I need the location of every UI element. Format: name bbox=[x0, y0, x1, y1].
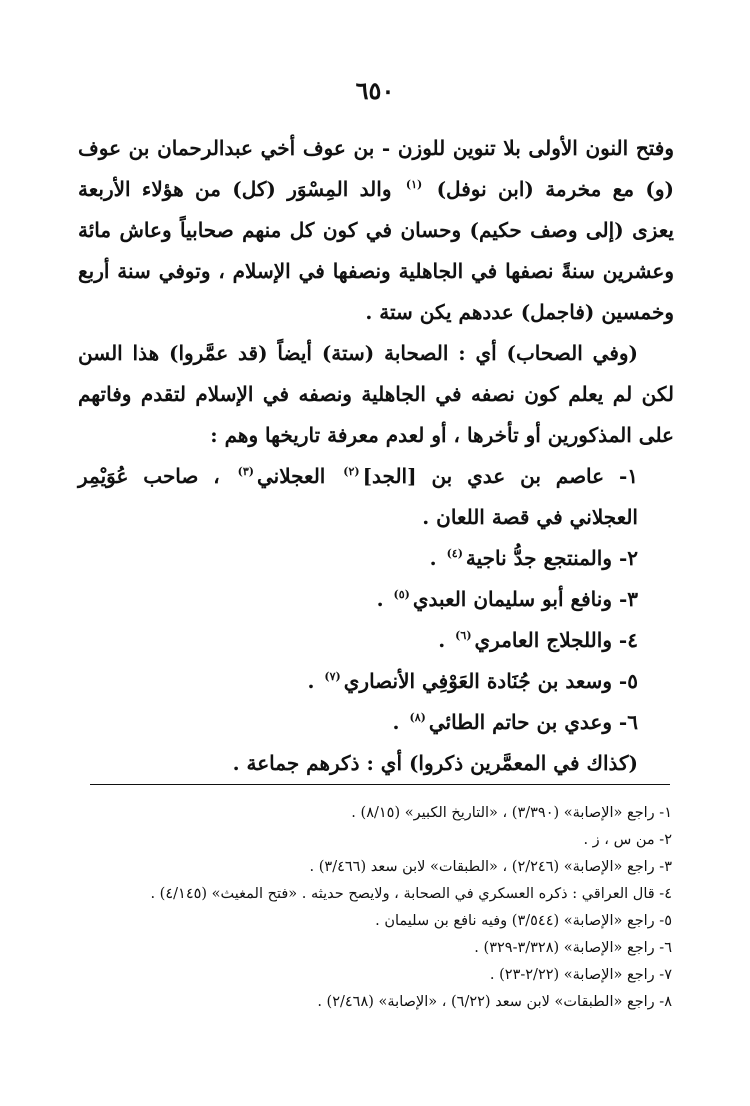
list-item-4 bbox=[78, 620, 674, 661]
footnote-3: ٣- راجع «الإصابة» (٢/٢٤٦) ، «الطبقات» لابن سعد (٣/٤٦٦) . bbox=[309, 859, 672, 875]
text-line: (فاجمل) عددهم يكن ستة . bbox=[365, 300, 595, 324]
list-item-2 bbox=[78, 538, 674, 579]
list-item-text: ٦- وعدي بن حاتم الطائي bbox=[428, 710, 638, 734]
footnote-2: ٢- من س ، ز . bbox=[583, 832, 672, 848]
list-item-text: ٢- والمنتجع جدُّ ناجية bbox=[465, 546, 638, 570]
paragraph-1 bbox=[78, 128, 674, 333]
footnote-divider bbox=[90, 784, 670, 785]
text-line: (و) مع مخرمة (ابن نوفل) bbox=[425, 177, 674, 201]
text-line: وفتح النون الأولى بلا تنوين للوزن - بن عوف أخي عبدالرحمان بن عوف bbox=[78, 136, 674, 160]
page-number: ٦٥٠ bbox=[355, 76, 395, 105]
list-item-text: ٣- ونافع أبو سليمان العبدي bbox=[412, 587, 638, 611]
list-item-6 bbox=[78, 702, 674, 743]
period: . bbox=[307, 669, 322, 693]
footnote-ref[interactable]: (٦) bbox=[455, 629, 472, 643]
footnote-ref[interactable]: (٣) bbox=[237, 465, 254, 479]
footnote-8: ٨- راجع «الطبقات» لابن سعد (٦/٢٢) ، «الإصابة» (٢/٤٦٨) . bbox=[317, 994, 672, 1010]
list-item-text: ٥- وسعد بن جُنَادة العَوْفِي الأنصاري bbox=[343, 669, 638, 693]
list-item-5 bbox=[78, 661, 674, 702]
list-item-text: ٤- واللجلاج العامري bbox=[474, 628, 638, 652]
text-line: سنةً نصفها في الجاهلية ونصفها في الإسلام ، وتوفي سنة أربع وخمسين bbox=[78, 259, 674, 324]
closing-line: (كذاك في المعمَّرين ذكروا) أي : ذكرهم جماعة . bbox=[232, 751, 638, 775]
footnote-ref[interactable]: (٧) bbox=[324, 670, 341, 684]
list-item-text: ١- عاصم بن عدي بن [الجد] bbox=[362, 464, 639, 488]
footnote-ref[interactable]: (٨) bbox=[409, 711, 426, 725]
footnote-ref[interactable]: (١) bbox=[405, 178, 423, 192]
list-item-1 bbox=[78, 456, 674, 538]
period: . bbox=[438, 628, 453, 652]
period: . bbox=[392, 710, 407, 734]
list-item-3 bbox=[78, 579, 674, 620]
text-line: والد المِسْوَر (كل) من هؤلاء الأربعة يعزى bbox=[78, 177, 674, 242]
period: . bbox=[429, 546, 444, 570]
paragraph-2: (وفي الصحاب) أي : الصحابة (ستة) أيضاً (قد عمَّروا) هذا السن لكن لم يعلم كون نصفه في الجاهلية ونصفه في الإسلام لتقدم وفاتهم على المذكورين أو تأخرها ، أو لعدم معرفة تاريخها وهم : bbox=[78, 341, 674, 447]
footnote-1: ١- راجع «الإصابة» (٣/٣٩٠) ، «التاريخ الكبير» (٨/١٥) . bbox=[351, 805, 672, 821]
footnote-ref[interactable]: (٢) bbox=[343, 465, 360, 479]
footnote-ref[interactable]: (٥) bbox=[393, 588, 410, 602]
footnote-5: ٥- راجع «الإصابة» (٣/٥٤٤) وفيه نافع بن سليمان . bbox=[375, 913, 672, 929]
list-item-text: العجلاني bbox=[256, 464, 341, 488]
period: . bbox=[376, 587, 391, 611]
text-line: (إلى وصف حكيم) وحسان في كون كل منهم صحابياً وعاش مائة وعشرين bbox=[78, 218, 674, 283]
footnote-4: ٤- قال العراقي : ذكره العسكري في الصحابة ، ولايصح حديثه . «فتح المغيث» (٤/١٤٥) . bbox=[150, 886, 672, 902]
list-item-text: ، صاحب عُوَيْمِر العجلاني في قصة اللعان . bbox=[78, 464, 638, 529]
footnotes bbox=[80, 800, 680, 1016]
footnote-ref[interactable]: (٤) bbox=[446, 547, 463, 561]
main-text bbox=[78, 128, 674, 784]
footnote-7: ٧- راجع «الإصابة» (٢/٢٢-٢٣) . bbox=[489, 967, 672, 983]
footnote-6: ٦- راجع «الإصابة» (٣/٣٢٨-٣٢٩) . bbox=[474, 940, 672, 956]
